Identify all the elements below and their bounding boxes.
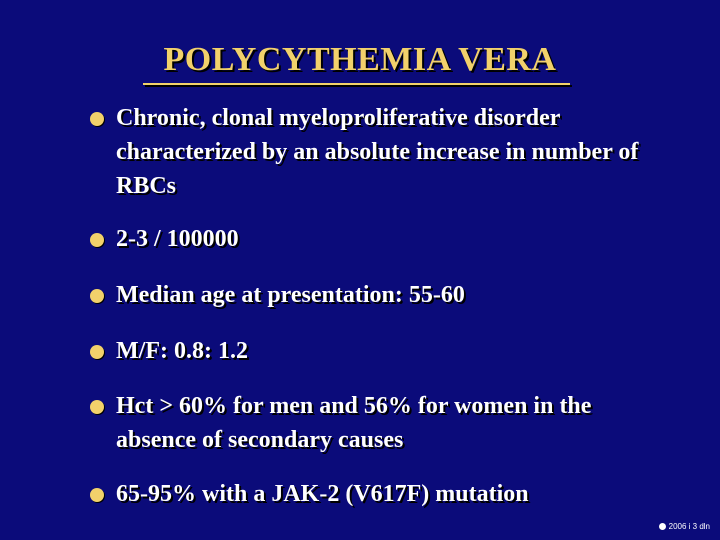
footer-text: 2006 i 3 dln [668, 522, 710, 531]
bullet-item [90, 334, 670, 368]
bullet-dot-icon [90, 112, 104, 126]
copyright-icon [659, 523, 666, 530]
bullet-dot-icon [90, 345, 104, 359]
bullet-text: 65-95% with a JAK-2 (V617F) mutation [116, 481, 529, 507]
bullet-dot-icon [90, 233, 104, 247]
bullet-text: 2-3 / 100000 [116, 226, 239, 252]
bullet-text: Hct > 60% for men and 56% for women in the absence of secondary causes [116, 393, 592, 453]
bullet-item [90, 101, 670, 203]
bullet-dot-icon [90, 488, 104, 502]
bullet-item [90, 278, 670, 312]
bullet-dot-icon [90, 289, 104, 303]
title-underline [143, 83, 570, 85]
bullet-text: Chronic, clonal myeloproliferative disorder characterized by an absolute increase in number of RBCs [116, 105, 639, 199]
bullet-text: M/F: 0.8: 1.2 [116, 338, 248, 364]
bullet-dot-icon [90, 400, 104, 414]
bullet-item [90, 222, 670, 256]
bullet-item [90, 389, 670, 457]
footer [659, 522, 710, 531]
bullet-text: Median age at presentation: 55-60 [116, 282, 465, 308]
slide-title: POLYCYTHEMIA VERA [163, 41, 557, 78]
bullet-item [90, 477, 670, 511]
